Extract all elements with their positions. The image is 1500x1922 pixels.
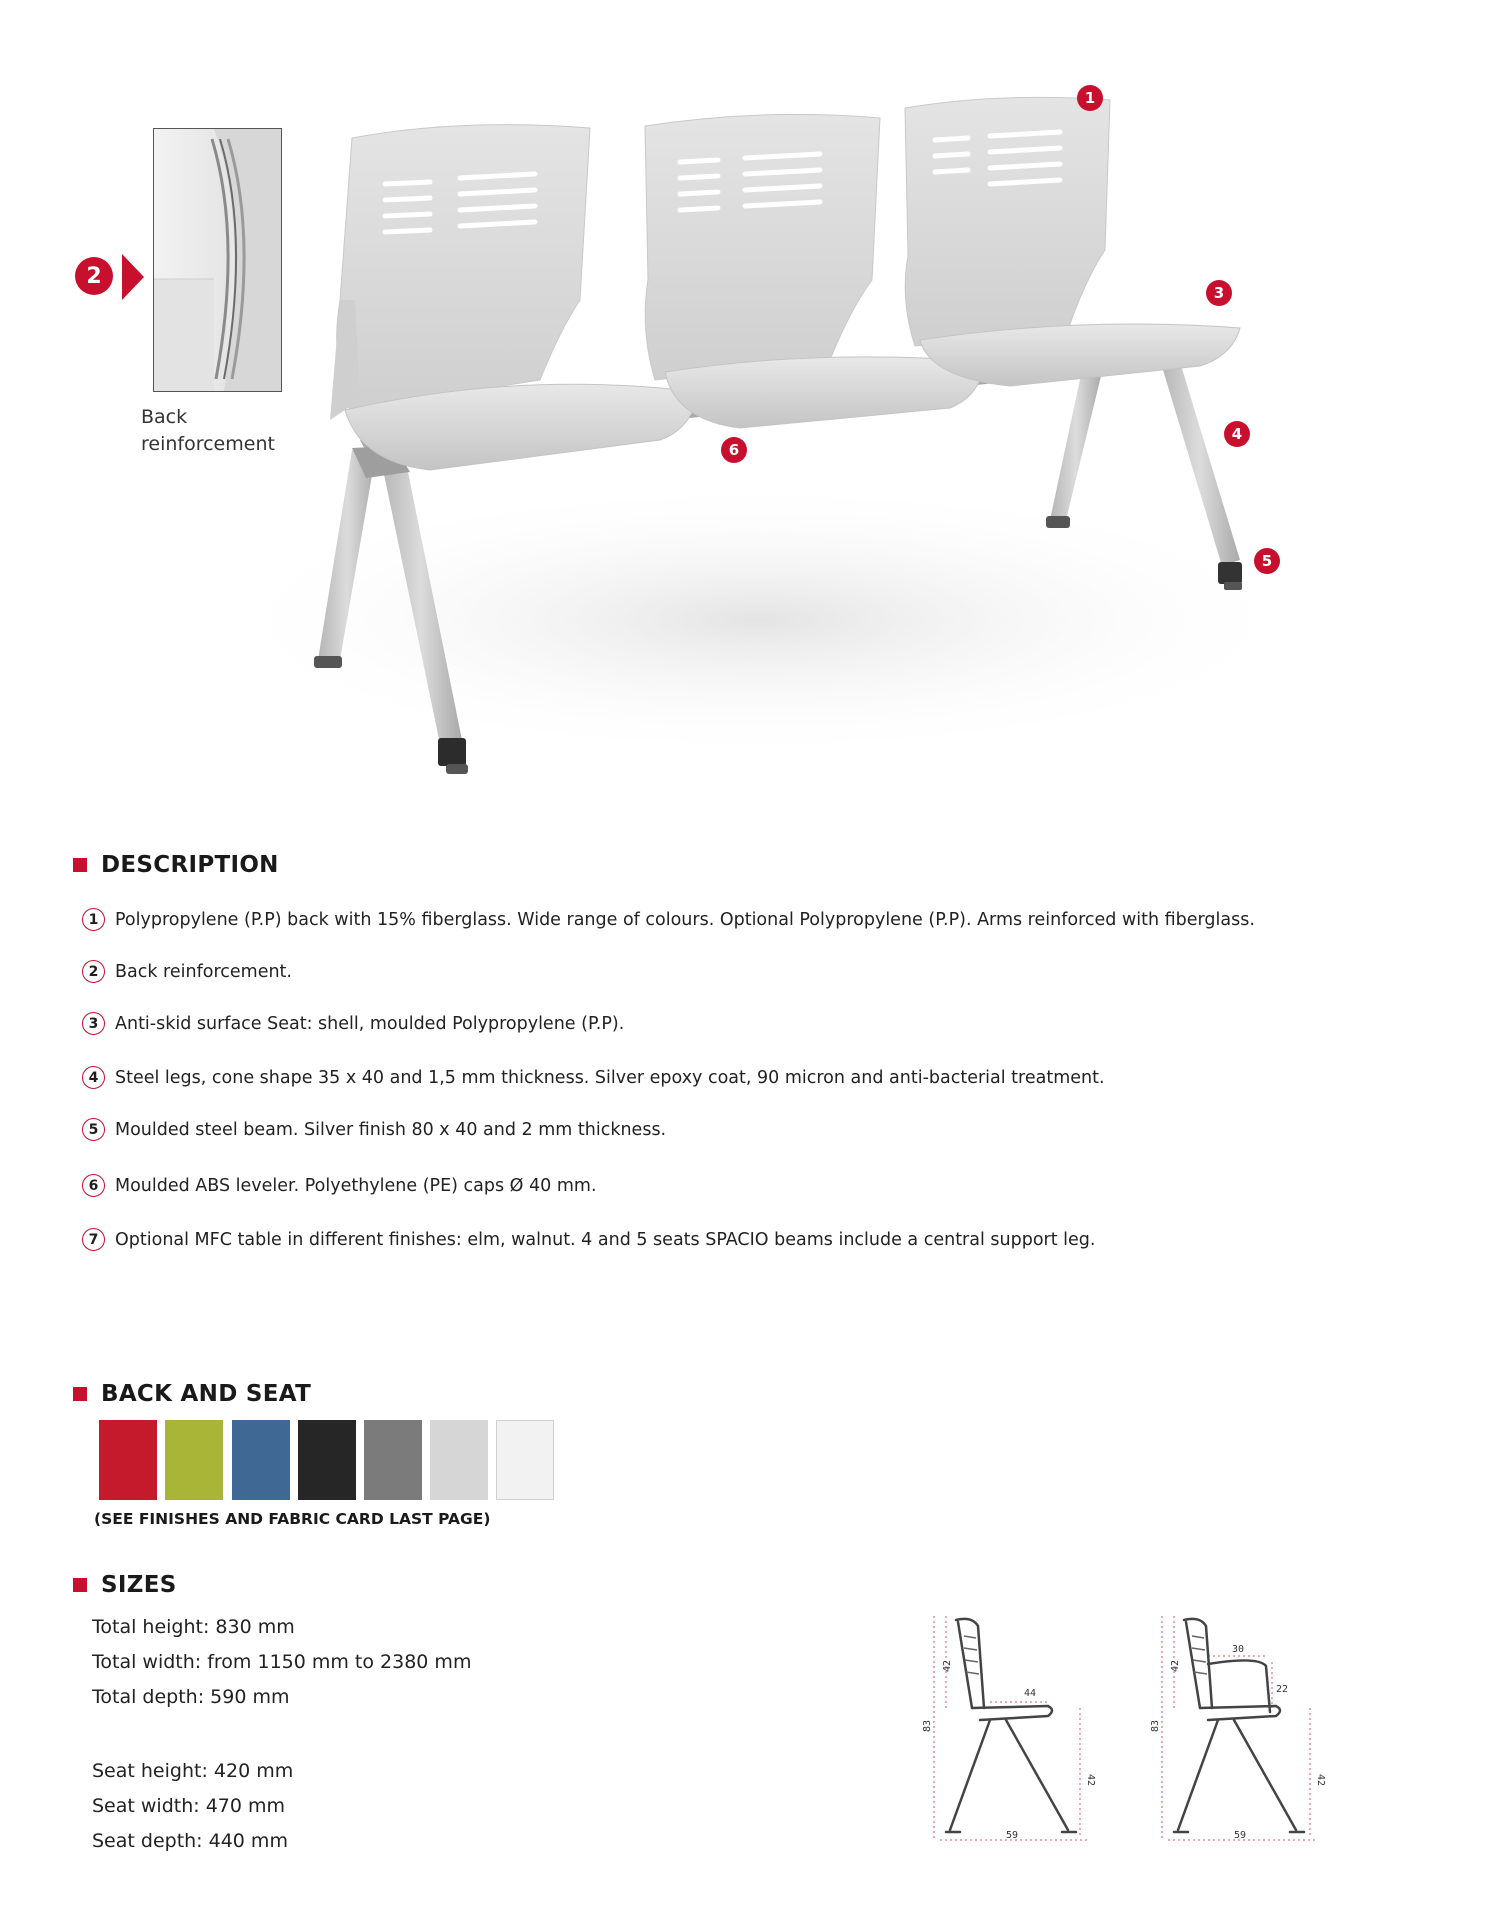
sizes-heading <box>73 1572 177 1598</box>
size-total-width: Total width: from 1150 mm to 2380 mm <box>92 1651 472 1673</box>
dim-total-height-label: 83 <box>922 1719 933 1732</box>
circled-number-icon: 1 <box>82 908 105 931</box>
description-text: Back reinforcement. <box>115 961 292 982</box>
description-item <box>82 1118 666 1141</box>
color-swatch-white[interactable] <box>496 1420 554 1500</box>
dim-depth-label: 59 <box>1006 1830 1019 1841</box>
red-square-bullet-icon <box>73 1578 87 1592</box>
dim-seat-height-label: 42 <box>1315 1774 1326 1787</box>
callout-badge-2: 2 <box>75 257 113 295</box>
back-and-seat-heading-text: BACK AND SEAT <box>101 1381 312 1407</box>
description-heading-text: DESCRIPTION <box>101 852 279 878</box>
color-swatch-light-grey[interactable] <box>430 1420 488 1500</box>
description-text: Moulded steel beam. Silver finish 80 x 40 and 2 mm thickness. <box>115 1119 667 1140</box>
circled-number-icon: 2 <box>82 960 105 983</box>
circled-number-icon: 5 <box>82 1118 105 1141</box>
description-text: Moulded ABS leveler. Polyethylene (PE) caps Ø 40 mm. <box>115 1175 597 1196</box>
description-text: Polypropylene (P.P) back with 15% fiberglass. Wide range of colours. Optional Polypropylene (P.P). Arms reinforced with fiberglass. <box>115 909 1255 930</box>
size-total-height: Total height: 830 mm <box>92 1616 295 1638</box>
callout-badge-5: 5 <box>1254 548 1280 574</box>
description-text: Anti-skid surface Seat: shell, moulded Polypropylene (P.P). <box>115 1013 625 1034</box>
dimension-diagram-chair <box>920 1608 1100 1848</box>
description-heading <box>73 852 279 878</box>
circled-number-icon: 7 <box>82 1228 105 1251</box>
red-square-bullet-icon <box>73 1387 87 1401</box>
dim-total-height-label: 83 <box>1150 1719 1161 1732</box>
sizes-heading-text: SIZES <box>101 1572 177 1598</box>
callout-badge-6: 6 <box>721 437 747 463</box>
color-swatch-black[interactable] <box>298 1420 356 1500</box>
circled-number-icon: 6 <box>82 1174 105 1197</box>
inset-caption-line2: reinforcement <box>141 433 275 455</box>
inset-caption-line1: Back <box>141 406 188 428</box>
size-seat-width: Seat width: 470 mm <box>92 1795 286 1817</box>
back-and-seat-heading <box>73 1381 311 1407</box>
size-seat-depth: Seat depth: 440 mm <box>92 1830 288 1852</box>
inset-caption <box>141 404 275 458</box>
color-swatch-dark-grey[interactable] <box>364 1420 422 1500</box>
description-item <box>82 1066 1105 1089</box>
size-total-depth: Total depth: 590 mm <box>92 1686 290 1708</box>
color-swatch-red[interactable] <box>99 1420 157 1500</box>
dim-seat-height-label: 42 <box>1085 1774 1096 1787</box>
dim-back-height-label: 42 <box>942 1659 953 1672</box>
finishes-note: (SEE FINISHES AND FABRIC CARD LAST PAGE) <box>94 1510 491 1528</box>
description-item <box>82 1228 1095 1251</box>
callout-badge-4: 4 <box>1224 421 1250 447</box>
description-item <box>82 908 1255 931</box>
circled-number-icon: 3 <box>82 1012 105 1035</box>
callout-badge-1: 1 <box>1077 85 1103 111</box>
dim-depth-label: 59 <box>1234 1830 1247 1841</box>
dim-arm-depth-label: 30 <box>1232 1644 1245 1655</box>
dim-back-height-label: 42 <box>1170 1659 1181 1672</box>
description-text: Steel legs, cone shape 35 x 40 and 1,5 mm thickness. Silver epoxy coat, 90 micron and anti-bacterial treatment. <box>115 1067 1105 1088</box>
red-square-bullet-icon <box>73 858 87 872</box>
callout-badge-3: 3 <box>1206 280 1232 306</box>
description-item <box>82 1174 597 1197</box>
dim-arm-height-label: 22 <box>1276 1684 1289 1695</box>
color-swatch-lime[interactable] <box>165 1420 223 1500</box>
dim-seat-depth-label: 44 <box>1024 1688 1037 1699</box>
description-item <box>82 960 292 983</box>
color-swatch-blue[interactable] <box>232 1420 290 1500</box>
description-text: Optional MFC table in different finishes: elm, walnut. 4 and 5 seats SPACIO beams include a central support leg. <box>115 1229 1096 1250</box>
arrow-right-icon <box>122 254 144 300</box>
circled-number-icon: 4 <box>82 1066 105 1089</box>
description-item <box>82 1012 624 1035</box>
back-reinforcement-inset <box>153 128 282 392</box>
size-seat-height: Seat height: 420 mm <box>92 1760 294 1782</box>
dimension-diagram-chair-arms <box>1148 1608 1328 1848</box>
